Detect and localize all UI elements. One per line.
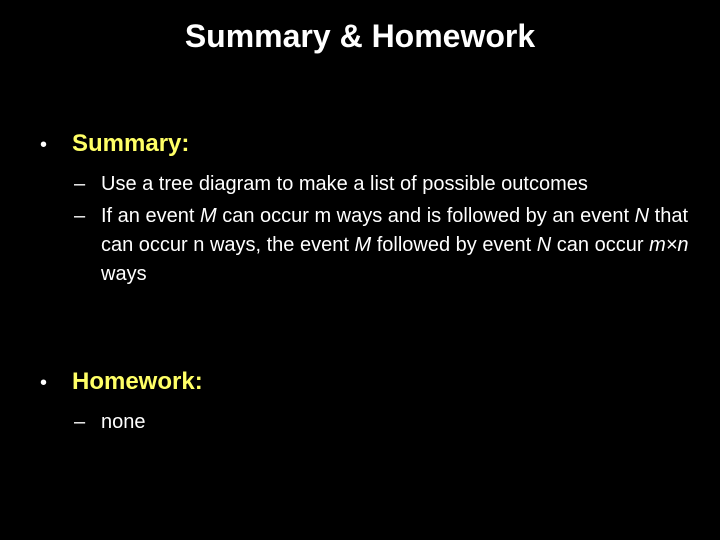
slide-title: Summary & Homework <box>184 18 536 54</box>
summary-item-text <box>101 202 700 289</box>
event-n: N <box>536 234 552 256</box>
event-m: M <box>354 234 372 256</box>
text-fragment: can occur m ways and is followed by an event <box>216 205 635 227</box>
homework-item-text: none <box>101 411 146 433</box>
text-fragment: If an event <box>101 205 200 227</box>
homework-list <box>74 408 700 437</box>
summary-bullet <box>40 130 700 158</box>
homework-heading: Homework: <box>72 368 203 395</box>
summary-item-text: Use a tree diagram to make a list of possible outcomes <box>101 173 588 195</box>
list-item <box>74 202 700 289</box>
homework-section <box>40 368 700 440</box>
dash-icon: – <box>74 411 86 433</box>
text-fragment: that can occur n ways, the event <box>101 205 689 256</box>
m-times-n: m×n <box>649 234 689 256</box>
summary-section <box>40 130 700 292</box>
event-n: N <box>634 205 650 227</box>
dash-icon: – <box>74 173 86 195</box>
bullet-icon: • <box>40 134 48 156</box>
summary-list <box>74 170 700 289</box>
event-m: M <box>199 205 217 227</box>
text-fragment: followed by event <box>371 234 537 256</box>
homework-bullet <box>40 368 700 396</box>
text-fragment: ways <box>101 263 147 285</box>
list-item <box>74 408 700 437</box>
bullet-icon: • <box>40 372 48 394</box>
summary-heading: Summary: <box>72 130 190 157</box>
text-fragment: can occur <box>551 234 650 256</box>
list-item <box>74 170 700 199</box>
dash-icon: – <box>74 205 86 227</box>
